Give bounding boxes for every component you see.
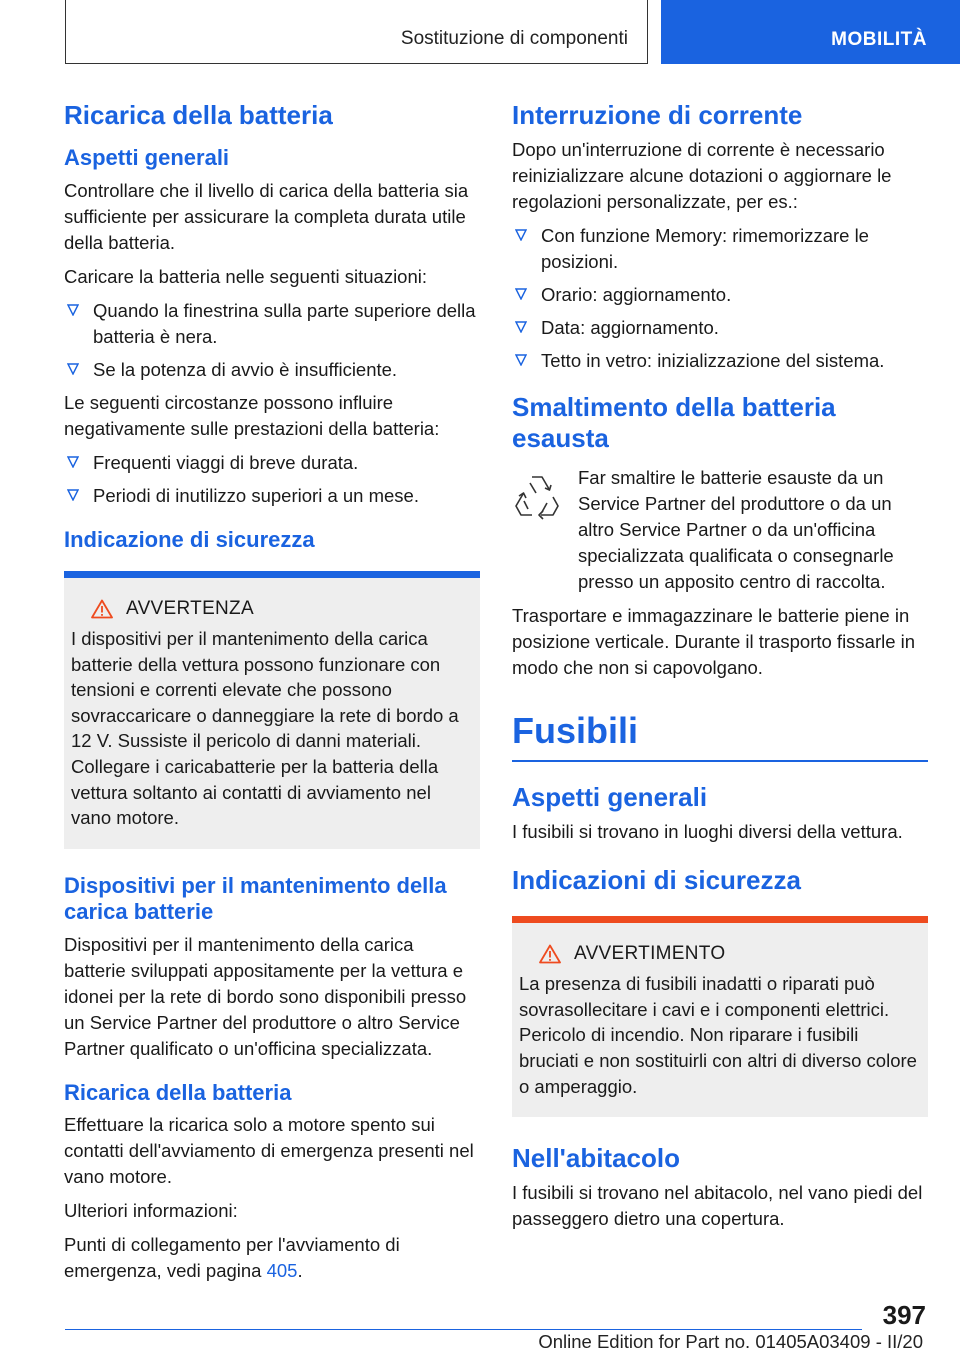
paragraph: Dopo un'interruzione di corrente è necessario reinizializzare alcune dotazioni o aggiornare le regolazioni personalizzate, per es.: [512,139,892,213]
heading-power-interruption: Interruzione di corrente [512,100,803,130]
heading-general: Aspetti generali [64,145,230,171]
list-item-text: Data: aggiornamento. [541,317,719,339]
chapter-title-fuses: Fusibili [512,709,638,751]
paragraph-end: . [297,1259,303,1281]
triangle-bullet-icon [515,354,527,366]
header-tab[interactable] [661,0,960,64]
heading-battery-charging: Ricarica della batteria [64,1079,292,1105]
warning-text: La presenza di fusibili inadatti o riparati può sovrasollecitare i cavi e i componenti elettrici. Pericolo di incendio. Non riparare i fusibili bruciati e non sostituirli con altri di diverso colore o amperaggio. [519,973,917,1097]
list-item [512,348,928,374]
triangle-bullet-icon [515,321,527,333]
warning-bar [512,916,928,923]
warning-triangle-icon [539,944,561,964]
paragraph: Dispositivi per il mantenimento della carica batterie sviluppati appositamente per la vettura e idonei per la rete di bordo sono disponibili presso un Service Partner del produttore o altro Service Partner qualificato o un'officina specializzata. [64,933,467,1059]
paragraph: Controllare che il livello di carica della batteria sia sufficiente per assicurare la completa durata utile della batteria. [64,179,469,253]
list-item [512,282,928,308]
list-item [512,315,928,341]
paragraph: Ulteriori informazioni: [64,1199,238,1221]
warning-title: AVVERTENZA [126,597,254,619]
paragraph: I fusibili si trovano in luoghi diversi della vettura. [512,820,903,842]
triangle-bullet-icon [515,288,527,300]
list-item [64,483,480,509]
list-item [64,298,480,350]
header-tab-label: MOBILITÀ [831,29,927,50]
paragraph-text: Punti di collegamento per l'avviamento di emergenza, vedi pagina [64,1233,400,1281]
list-item-text: Quando la finestrina sulla parte superiore della batteria è nera. [93,299,476,347]
list-item [512,223,928,275]
list-item-text: Frequenti viaggi di breve durata. [93,451,359,473]
warning-triangle-icon [91,599,113,619]
paragraph: Effettuare la ricarica solo a motore spento sui contatti dell'avviamento di emergenza presenti nel vano motore. [64,1113,474,1187]
warning-title: AVVERTIMENTO [574,943,726,965]
warning-box [64,578,480,849]
heading-fuses-general: Aspetti generali [512,781,708,812]
paragraph: Caricare la batteria nelle seguenti situazioni: [64,265,428,287]
heading-fuses-safety: Indicazioni di sicurezza [512,864,801,895]
paragraph-text: Far smaltire le batterie esauste da un Service Partner del produttore o da un altro Service Partner o da un'officina specializzata qualificata o consegnarle presso un apposito centro di raccolta. [578,466,894,592]
list-item-text: Con funzione Memory: rimemorizzare le posizioni. [541,225,869,273]
triangle-bullet-icon [67,456,79,468]
heading-battery-disposal: Smaltimento della batteria esausta [512,392,836,454]
page-reference-link[interactable]: 405 [266,1259,298,1281]
list-item-text: Orario: aggiornamento. [541,284,732,306]
paragraph [578,465,928,595]
heading-cabin: Nell'abitacolo [512,1143,680,1174]
chapter-divider [512,760,928,762]
paragraph: Le seguenti circostanze possono influire negativamente sulle prestazioni della batteria: [64,391,440,439]
recycling-icon [512,471,562,523]
warning-header [519,943,921,965]
section-title-battery-charging: Ricarica della batteria [64,100,333,130]
right-column [512,100,928,1240]
list-item-text: Tetto in vetro: inizializzazione del sistema. [541,350,885,372]
footer-edition: Online Edition for Part no. 01405A03409 - II/20 [538,1331,923,1352]
triangle-bullet-icon [515,229,527,241]
left-column [64,100,480,1292]
heading-safety: Indicazione di sicurezza [64,526,315,552]
list-item-text: Periodi di inutilizzo superiori a un mese. [93,484,419,506]
disposal-intro [512,465,928,595]
header-section-title: Sostituzione di componenti [400,28,628,49]
triangle-bullet-icon [67,489,79,501]
list-item [64,357,480,383]
paragraph: I fusibili si trovano nel abitacolo, nel vano piedi del passeggero dietro una copertura. [512,1182,923,1230]
triangle-bullet-icon [67,304,79,316]
page-number: 397 [882,1300,926,1330]
warning-text: I dispositivi per il mantenimento della carica batterie della vettura possono funzionare con tensioni e correnti elevate che possono sovraccaricare o danneggiare la rete di bordo a 12 V. Sussiste il pericolo di danni materiali. Collegare i caricabatterie per la batteria della vettura soltanto ai contatti di avviamento nel vano motore. [71,627,459,829]
warning-box [512,923,928,1117]
warning-header [71,598,473,620]
warning-bar [64,571,480,578]
footer-divider [65,1329,862,1330]
triangle-bullet-icon [67,363,79,375]
heading-charger-devices: Dispositivi per il mantenimento della carica batterie [64,872,447,925]
list-item [64,450,480,476]
paragraph: Trasportare e immagazzinare le batterie piene in posizione verticale. Durante il trasporto fissarle in modo che non si capovolgano. [512,604,916,678]
list-item-text: Se la potenza di avvio è insufficiente. [93,358,398,380]
paragraph-with-link [64,1232,480,1284]
